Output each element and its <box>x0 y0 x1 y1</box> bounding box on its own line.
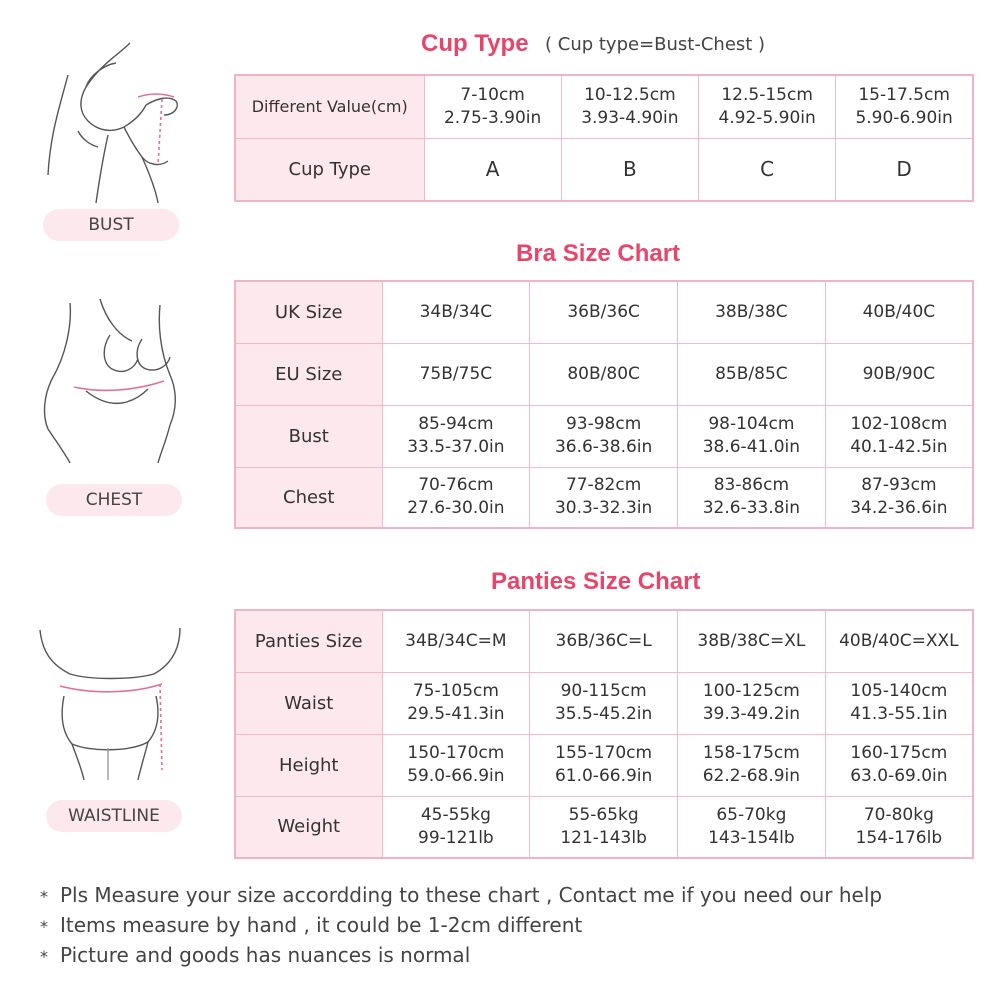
table-cell: 160-175cm 63.0-69.0in <box>825 734 973 796</box>
table-cell: 40B/40C=XXL <box>825 610 973 672</box>
panties-size-title: Panties Size Chart <box>491 568 701 595</box>
table-cell: 38B/38C=XL <box>678 610 826 672</box>
table-cell: 7-10cm 2.75-3.90in <box>424 75 561 138</box>
table-cell: 45-55kg 99-121lb <box>382 796 530 858</box>
bra-size-table <box>234 280 974 529</box>
table-row <box>235 405 973 467</box>
bust-figure <box>38 35 188 205</box>
table-cell: 98-104cm 38.6-41.0in <box>678 405 826 467</box>
table-row <box>235 467 973 528</box>
waistline-label: WAISTLINE <box>46 800 182 832</box>
table-cell: 34B/34C=M <box>382 610 530 672</box>
table-cell: B <box>561 138 698 201</box>
table-cell: 15-17.5cm 5.90-6.90in <box>836 75 973 138</box>
table-cell: 105-140cm 41.3-55.1in <box>825 672 973 734</box>
bullet-icon: * <box>40 917 48 936</box>
table-row <box>235 610 973 672</box>
table-row <box>235 796 973 858</box>
table-cell: 100-125cm 39.3-49.2in <box>678 672 826 734</box>
table-row <box>235 734 973 796</box>
note-item: * Items measure by hand , it could be 1-2cm different <box>40 910 980 940</box>
table-cell: 90B/90C <box>825 343 973 405</box>
panties-size-table <box>234 609 974 859</box>
table-cell: 36B/36C <box>530 281 678 343</box>
table-cell: 80B/80C <box>530 343 678 405</box>
bust-measure-illustration <box>38 35 188 205</box>
table-row <box>235 281 973 343</box>
chest-label: CHEST <box>46 484 182 516</box>
table-cell: 150-170cm 59.0-66.9in <box>382 734 530 796</box>
waist-measure-illustration <box>20 620 195 780</box>
bullet-icon: * <box>40 947 48 966</box>
note-item: * Picture and goods has nuances is normal <box>40 940 980 970</box>
table-cell: 87-93cm 34.2-36.6in <box>825 467 973 528</box>
table-cell: 75B/75C <box>382 343 530 405</box>
bra-size-title: Bra Size Chart <box>516 240 681 267</box>
row-label: Bust <box>235 405 382 467</box>
waist-figure <box>20 620 195 780</box>
table-cell: 10-12.5cm 3.93-4.90in <box>561 75 698 138</box>
note-item: * Pls Measure your size accordding to these chart , Contact me if you need our help <box>40 880 980 910</box>
table-cell: 38B/38C <box>678 281 826 343</box>
table-cell: 36B/36C=L <box>530 610 678 672</box>
table-cell: D <box>836 138 973 201</box>
cup-type-title: Cup Type <box>421 30 529 57</box>
table-row <box>235 138 973 201</box>
row-label: Chest <box>235 467 382 528</box>
notes-list <box>40 880 980 970</box>
row-label: Cup Type <box>235 138 424 201</box>
table-cell: 70-76cm 27.6-30.0in <box>382 467 530 528</box>
table-row <box>235 75 973 138</box>
row-label: Waist <box>235 672 382 734</box>
row-label: EU Size <box>235 343 382 405</box>
table-cell: 65-70kg 143-154lb <box>678 796 826 858</box>
table-cell: 93-98cm 36.6-38.6in <box>530 405 678 467</box>
row-label: Weight <box>235 796 382 858</box>
table-cell: 75-105cm 29.5-41.3in <box>382 672 530 734</box>
table-row <box>235 672 973 734</box>
table-cell: C <box>699 138 836 201</box>
table-cell: 85-94cm 33.5-37.0in <box>382 405 530 467</box>
table-cell: 40B/40C <box>825 281 973 343</box>
table-cell: 70-80kg 154-176lb <box>825 796 973 858</box>
bullet-icon: * <box>40 887 48 906</box>
row-label: Panties Size <box>235 610 382 672</box>
table-cell: A <box>424 138 561 201</box>
table-cell: 90-115cm 35.5-45.2in <box>530 672 678 734</box>
chest-figure <box>30 295 190 465</box>
table-cell: 12.5-15cm 4.92-5.90in <box>699 75 836 138</box>
table-cell: 158-175cm 62.2-68.9in <box>678 734 826 796</box>
table-cell: 55-65kg 121-143lb <box>530 796 678 858</box>
cup-type-table <box>234 74 974 202</box>
table-cell: 102-108cm 40.1-42.5in <box>825 405 973 467</box>
bust-label: BUST <box>43 209 179 241</box>
table-cell: 34B/34C <box>382 281 530 343</box>
table-row <box>235 343 973 405</box>
table-cell: 85B/85C <box>678 343 826 405</box>
chest-measure-illustration <box>30 295 190 465</box>
cup-type-subtitle: ( Cup type=Bust-Chest ) <box>545 34 766 55</box>
row-label: Different Value(cm) <box>235 75 424 138</box>
table-cell: 77-82cm 30.3-32.3in <box>530 467 678 528</box>
table-cell: 83-86cm 32.6-33.8in <box>678 467 826 528</box>
row-label: Height <box>235 734 382 796</box>
table-cell: 155-170cm 61.0-66.9in <box>530 734 678 796</box>
row-label: UK Size <box>235 281 382 343</box>
